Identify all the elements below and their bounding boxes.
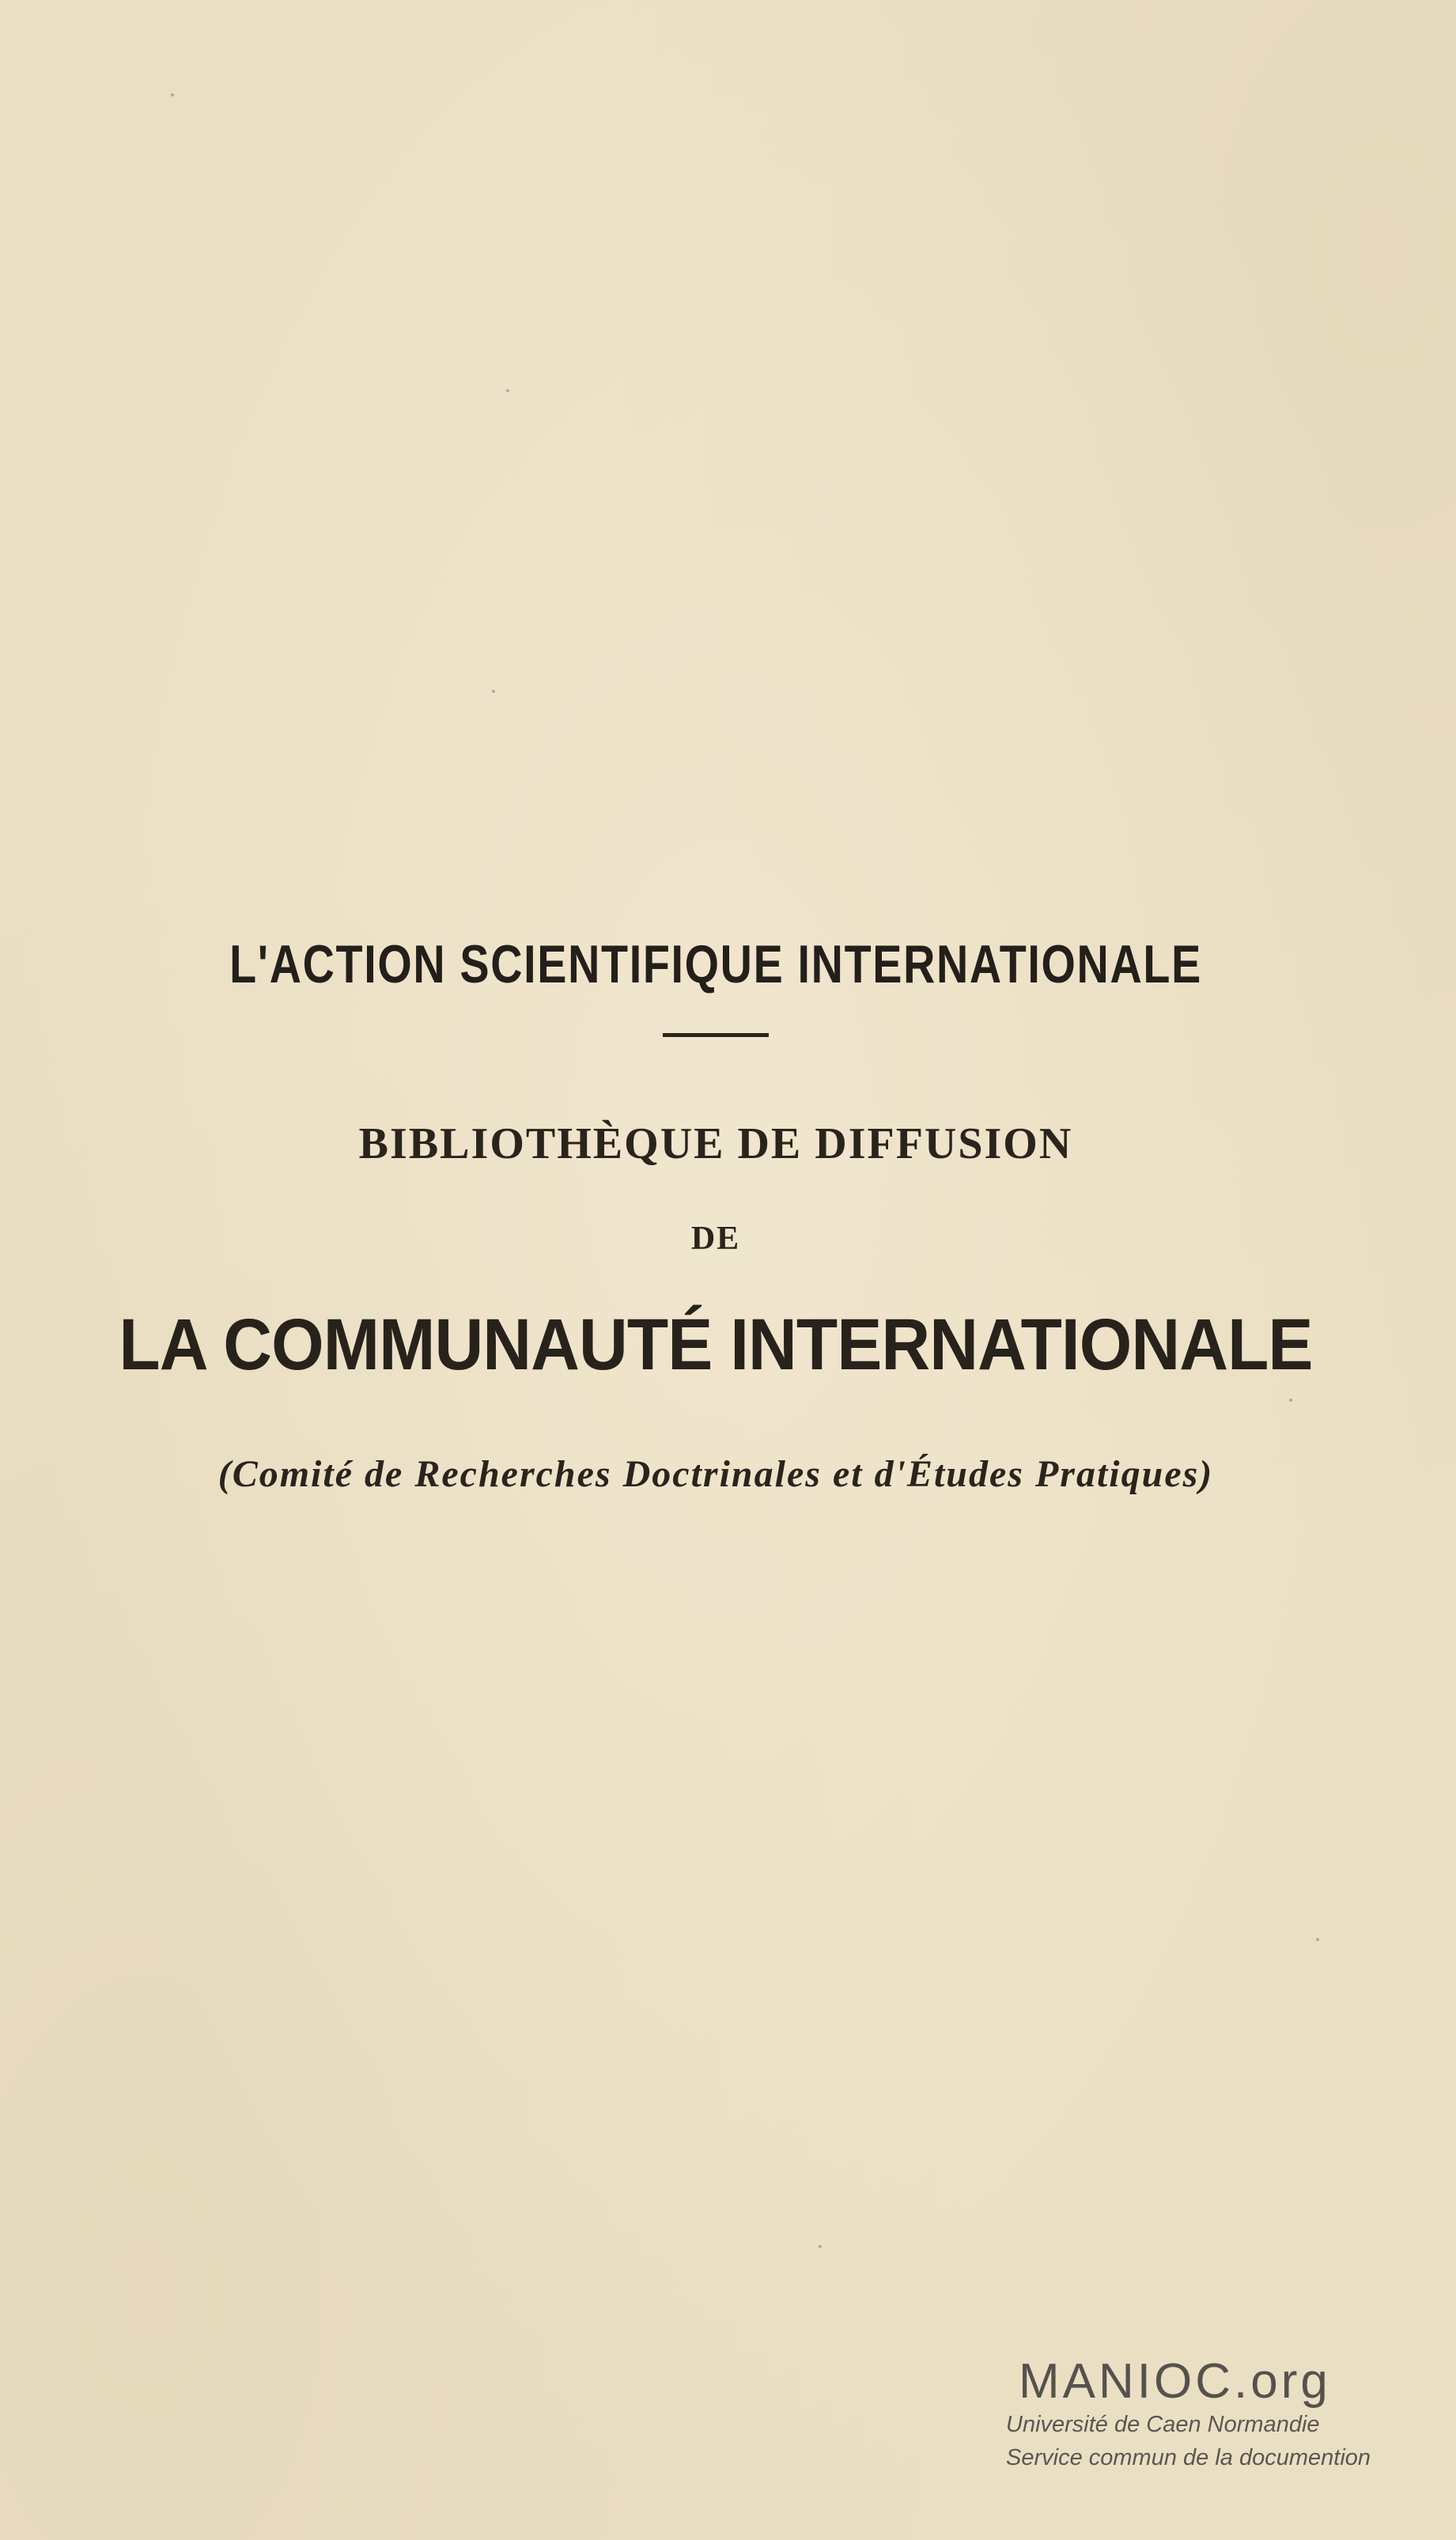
manioc-logo: MANIOC.org bbox=[1019, 2354, 1331, 2409]
paper-speck bbox=[506, 389, 509, 392]
watermark-university: Université de Caen Normandie bbox=[1006, 2412, 1320, 2437]
connector-de: DE bbox=[690, 1221, 741, 1257]
paper-speck bbox=[1289, 1399, 1292, 1402]
library-title: BIBLIOTHÈQUE DE DIFFUSION bbox=[358, 1119, 1073, 1168]
manioc-watermark bbox=[1006, 2356, 1417, 2474]
title-rule bbox=[663, 1033, 769, 1037]
paper-speck bbox=[819, 2245, 822, 2248]
watermark-service: Service commun de la documention bbox=[1006, 2445, 1371, 2470]
series-title: L'ACTION SCIENTIFIQUE INTERNATIONALE bbox=[229, 934, 1202, 994]
paper-speck bbox=[1316, 1938, 1319, 1941]
paper-speck bbox=[492, 690, 495, 693]
committee-subtitle: (Comité de Recherches Doctrinales et d'Études Pratiques) bbox=[217, 1453, 1214, 1495]
paper-speck bbox=[171, 93, 174, 97]
main-title: LA COMMUNAUTÉ INTERNATIONALE bbox=[119, 1304, 1313, 1385]
